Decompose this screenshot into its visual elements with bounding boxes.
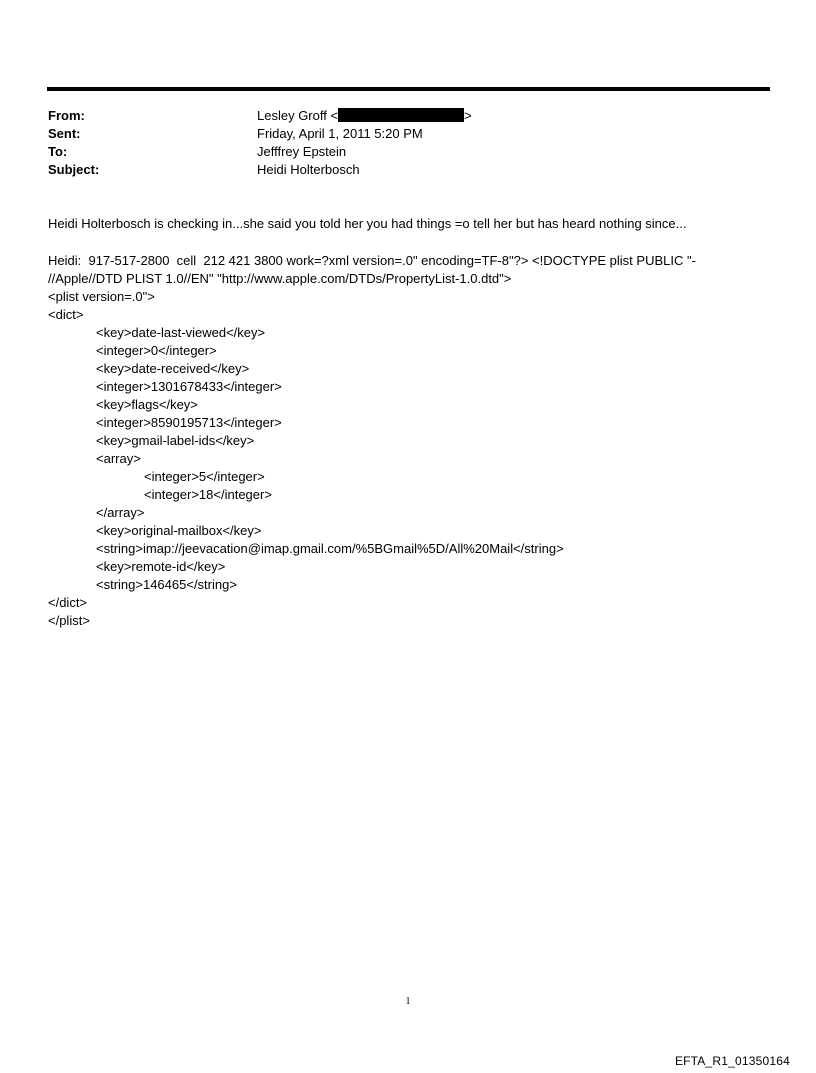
from-close: > bbox=[464, 108, 472, 123]
subject-value: Heidi Holterbosch bbox=[257, 162, 360, 177]
email-header bbox=[48, 107, 748, 179]
body-line: //Apple//DTD PLIST 1.0//EN" "http://www.apple.com/DTDs/PropertyList-1.0.dtd"> bbox=[48, 271, 512, 286]
to-value: Jefffrey Epstein bbox=[257, 144, 347, 159]
body-line: <key>original-mailbox</key> bbox=[96, 523, 262, 538]
redaction-box bbox=[338, 108, 464, 122]
subject-label: Subject: bbox=[48, 162, 100, 177]
header-divider bbox=[47, 87, 770, 91]
subject-row bbox=[48, 161, 748, 179]
body-line: <key>date-received</key> bbox=[96, 361, 250, 376]
email-intro: Heidi Holterbosch is checking in...she said you told her you had things =o tell her but has heard nothing since... bbox=[48, 216, 687, 231]
body-line: <integer>5</integer> bbox=[144, 469, 265, 484]
to-label: To: bbox=[48, 144, 68, 159]
body-line: <key>date-last-viewed</key> bbox=[96, 325, 266, 340]
body-line: <string>imap://jeevacation@imap.gmail.com/%5BGmail%5D/All%20Mail</string> bbox=[96, 541, 564, 556]
body-line: Heidi: 917-517-2800 cell 212 421 3800 work=?xml version=.0" encoding=TF-8"?> <!DOCTYPE plist PUBLIC "- bbox=[48, 253, 696, 268]
body-line: <key>gmail-label-ids</key> bbox=[96, 433, 255, 448]
body-line: <integer>8590195713</integer> bbox=[96, 415, 282, 430]
document-id: EFTA_R1_01350164 bbox=[674, 1054, 790, 1068]
page-number: 1 bbox=[405, 996, 411, 1007]
from-value bbox=[257, 107, 472, 125]
sent-label: Sent: bbox=[48, 126, 81, 141]
body-line: <plist version=.0"> bbox=[48, 289, 155, 304]
body-line: <key>flags</key> bbox=[96, 397, 198, 412]
body-line: </dict> bbox=[48, 595, 88, 610]
body-line: <integer>1301678433</integer> bbox=[96, 379, 282, 394]
sent-row bbox=[48, 125, 748, 143]
sent-value: Friday, April 1, 2011 5:20 PM bbox=[257, 126, 423, 141]
to-row bbox=[48, 143, 748, 161]
from-name: Lesley Groff < bbox=[257, 108, 339, 123]
body-line: </array> bbox=[96, 505, 145, 520]
body-line: <string>146465</string> bbox=[96, 577, 237, 592]
email-body-lines bbox=[48, 252, 748, 630]
from-label: From: bbox=[48, 108, 85, 123]
body-line: <integer>0</integer> bbox=[96, 343, 217, 358]
body-line: </plist> bbox=[48, 613, 90, 628]
body-line: <array> bbox=[96, 451, 141, 466]
body-line: <key>remote-id</key> bbox=[96, 559, 226, 574]
body-line: <integer>18</integer> bbox=[144, 487, 272, 502]
from-row bbox=[48, 107, 748, 125]
body-line: <dict> bbox=[48, 307, 84, 322]
